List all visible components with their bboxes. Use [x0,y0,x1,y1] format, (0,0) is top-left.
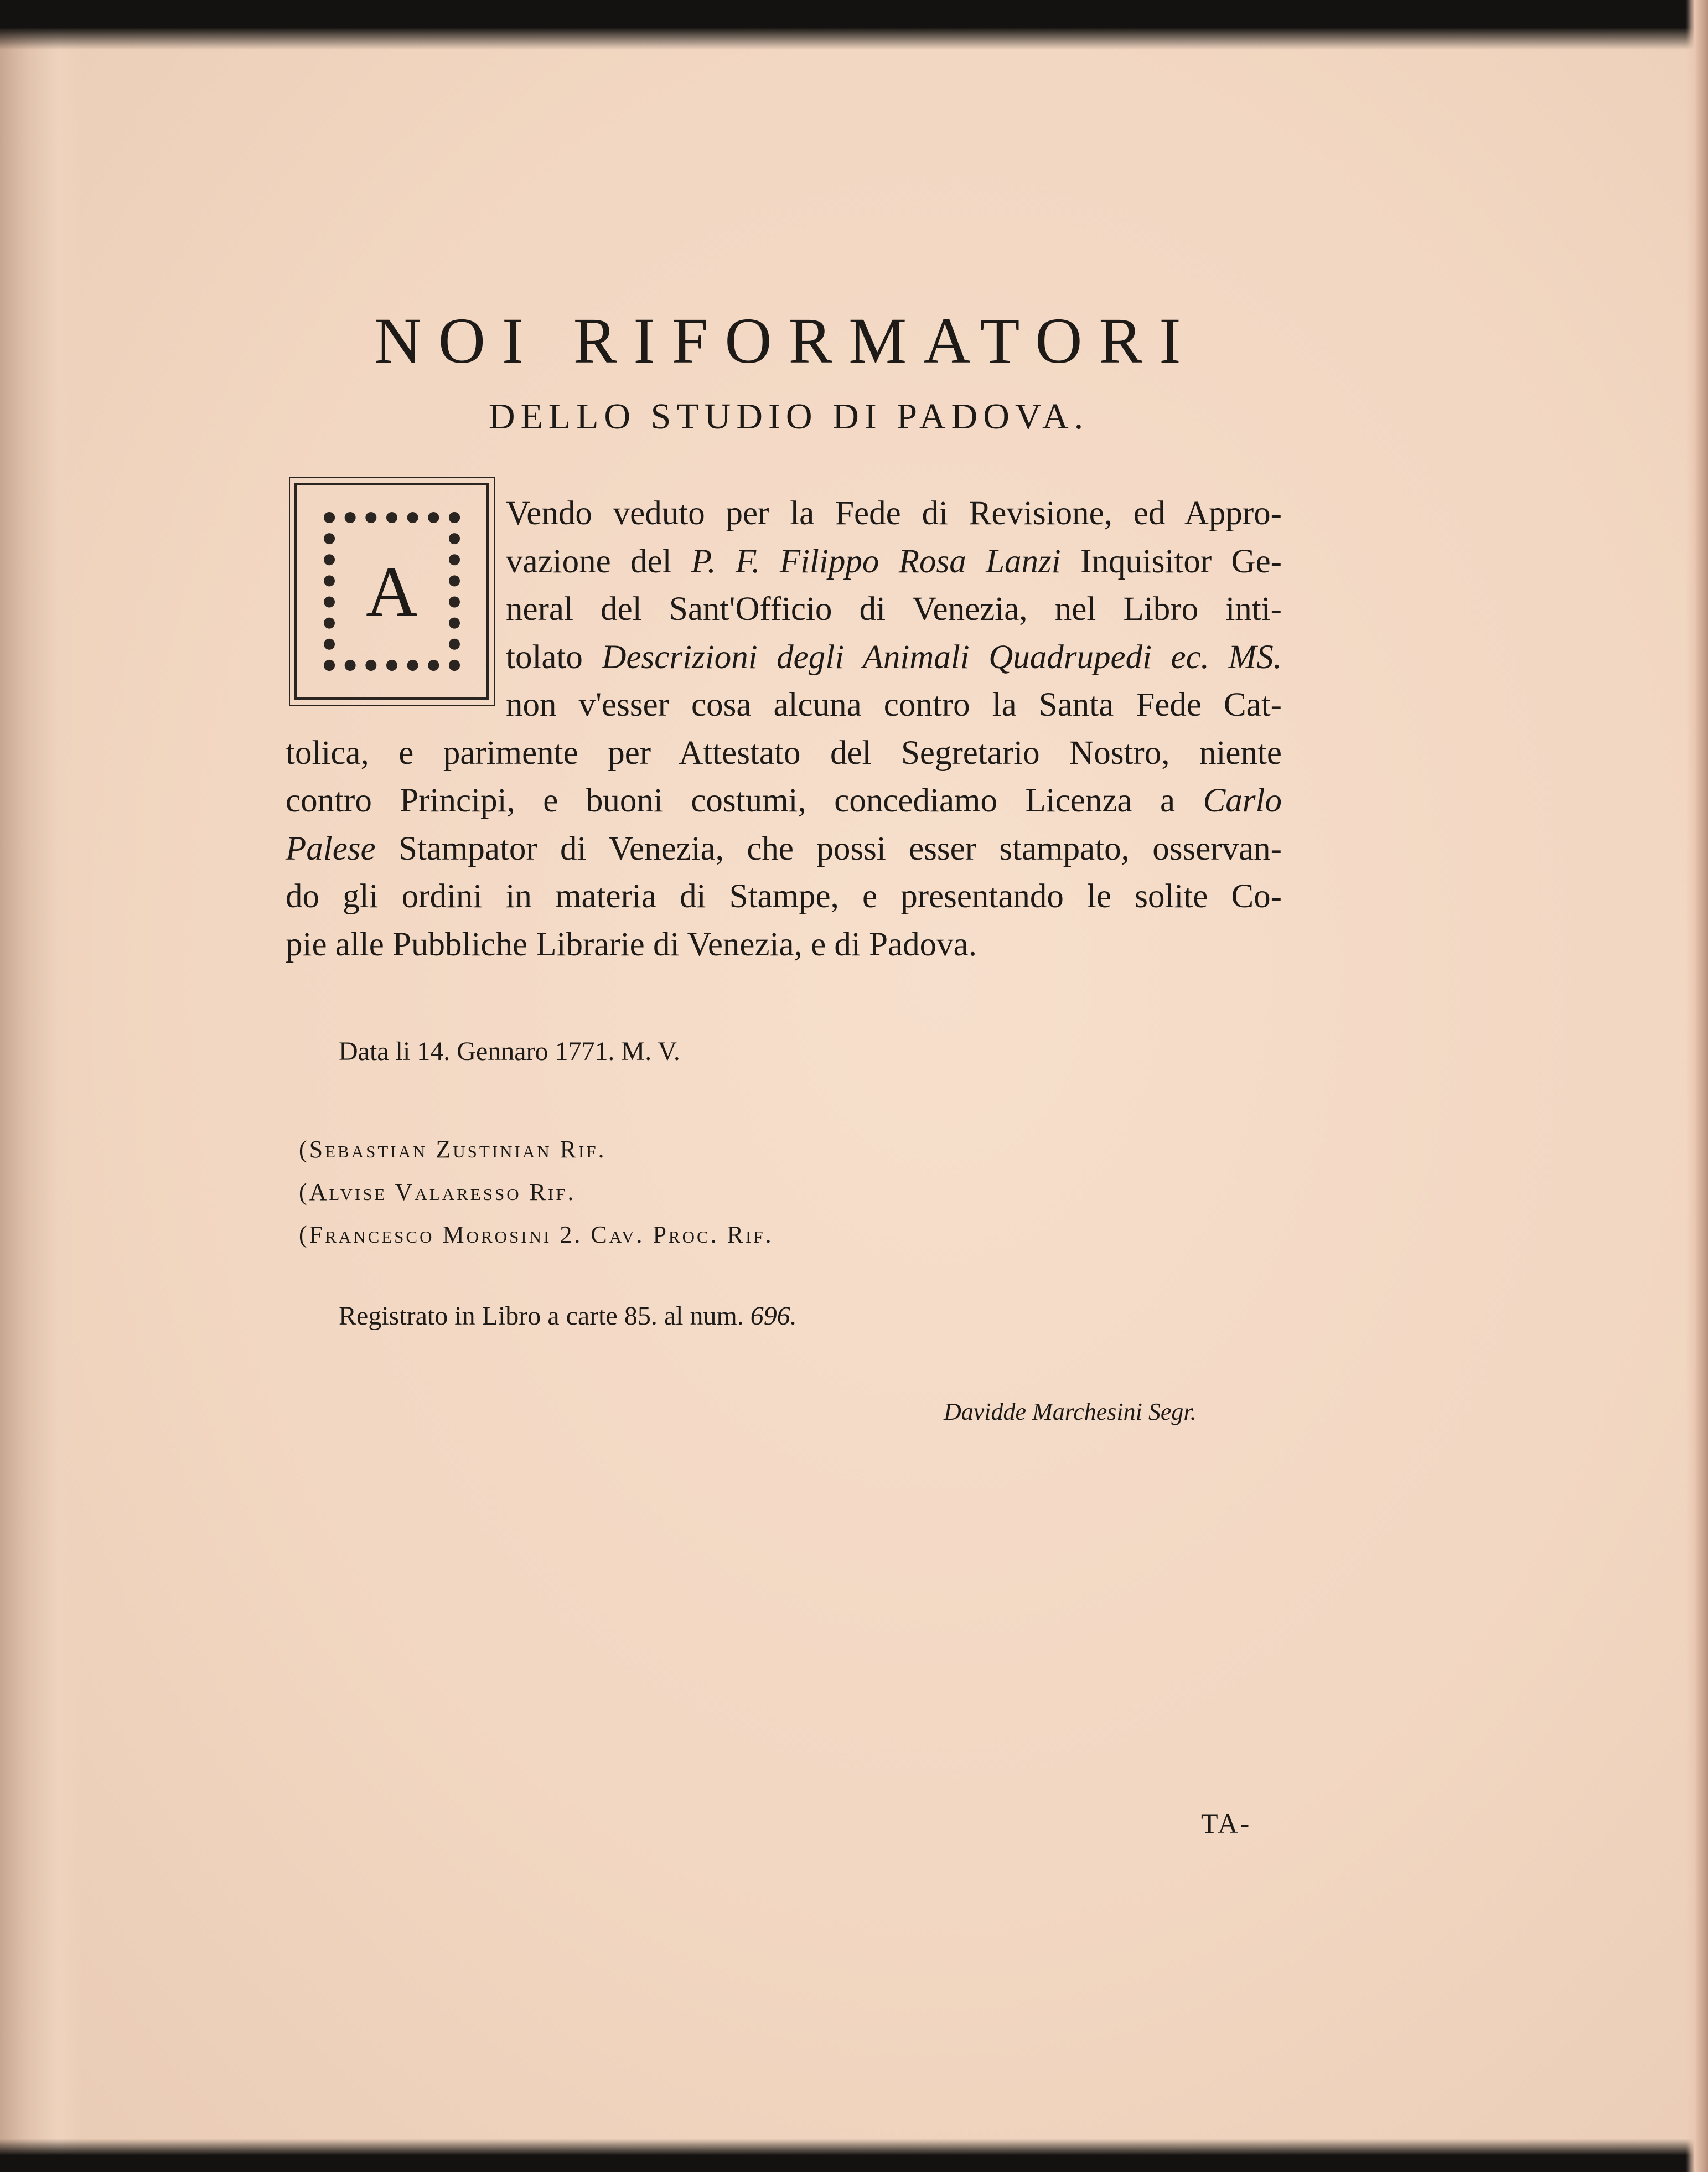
license-body-text [286,490,1282,969]
text-line [286,777,1282,825]
text-line [286,825,1282,873]
page-edge [1686,0,1708,2172]
text-run: contro Principi, e buoni costumi, concediamo Licenza a [286,782,1203,819]
text-line [286,873,1282,921]
signatories-list [299,1128,774,1256]
text-run: Stampator di Venezia, che possi esser stampato, osservan- [375,830,1282,867]
text-run: tolica, e parimente per Attestato del Segretario Nostro, niente [286,734,1282,772]
date-line: Data li 14. Gennaro 1771. M. V. [339,1037,680,1066]
italic-text: P. F. Filippo Rosa Lanzi [691,542,1061,580]
text-run: neral del Sant'Officio di Venezia, nel Libro inti- [506,591,1282,628]
registration-number: 696. [750,1301,797,1331]
signatory: (Alvise Valaresso Rif. [299,1178,576,1206]
text-run: do gli ordini in materia di Stampe, e presentando le solite Co- [286,878,1282,915]
text-run: vazione del [506,542,691,580]
italic-text: Carlo [1203,782,1282,819]
catchword: TA- [1201,1808,1252,1839]
italic-text: Descrizioni degli Animali Quadrupedi ec. MS. [602,638,1282,676]
registration-line [339,1301,797,1331]
text-run: non v'esser cosa alcuna contro la Santa Fede Cat- [506,686,1282,723]
text-line [286,730,1282,778]
page-subtitle: DELLO STUDIO DI PADOVA. [488,396,1089,437]
text-run: Inquisitor Ge- [1060,542,1282,580]
registration-text: Registrato in Libro a carte 85. al num. [339,1301,751,1331]
signatory: (Sebastian Zustinian Rif. [299,1136,607,1163]
signatory: (Francesco Morosini 2. Cav. Proc. Rif. [299,1221,774,1248]
text-run: tolato [506,638,602,676]
text-run: Vendo veduto per la Fede di Revisione, ed Appro- [506,495,1282,532]
text-run: pie alle Pubbliche Librarie di Venezia, e di Padova. [286,925,977,963]
spine-shadow [0,0,83,2172]
initial-letter: A [366,551,418,632]
page-title: NOI RIFORMATORI [374,304,1198,377]
text-line [286,921,1282,969]
secretary-signature: Davidde Marchesini Segr. [944,1398,1197,1425]
italic-text: Palese [286,830,376,867]
bottom-edge [0,2139,1708,2172]
top-edge [0,0,1708,50]
